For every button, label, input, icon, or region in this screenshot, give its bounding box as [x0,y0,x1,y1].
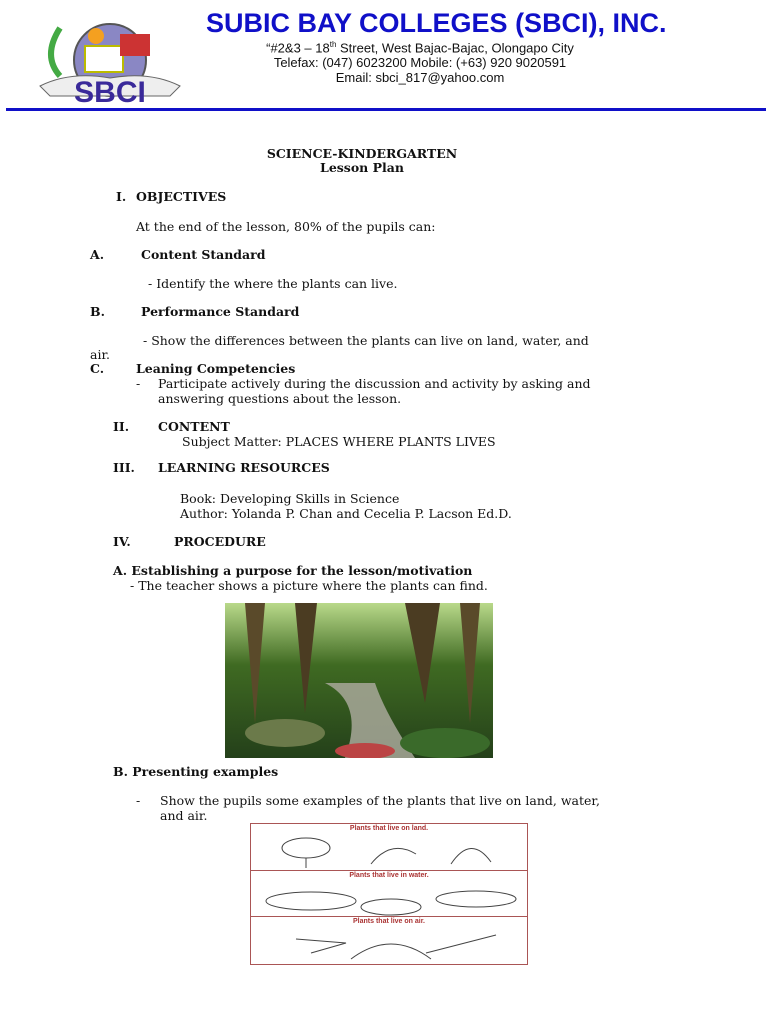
resource-author: Author: Yolanda P. Chan and Cecelia P. Lacson Ed.D. [180,506,512,521]
competencies-heading: Leaning Competencies [136,361,296,376]
motivation-heading: A. Establishing a purpose for the lesson/motivation [113,563,473,578]
school-address: “#2&3 – 18th Street, West Bajac-Bajac, Olongapo City [266,40,574,56]
school-email: Email: sbci_817@yahoo.com [335,70,505,85]
examples-heading: B. Presenting examples [113,764,279,779]
content-standard-num: A. [90,247,105,262]
section-i-num: I. [116,189,127,204]
competencies-dash: - [136,376,141,391]
examples-text-cont: and air. [160,808,208,823]
water-plants-row: Plants that live in water. [251,871,527,918]
land-plants-row: Plants that live on land. [251,824,527,871]
objectives-intro: At the end of the lesson, 80% of the pupils can: [136,219,436,234]
section-iii-num: III. [113,460,135,475]
performance-standard-text-cont: air. [90,347,111,362]
doc-subtitle: Lesson Plan [320,160,404,175]
header-divider [6,108,766,111]
section-iv-num: IV. [113,534,131,549]
air-plants-row: Plants that live on air. [251,917,527,964]
competencies-text-cont: answering questions about the lesson. [158,391,402,406]
sbci-logo [30,16,190,108]
motivation-text: - The teacher shows a picture where the plants can find. [130,578,488,593]
competencies-text: Participate actively during the discussion and activity by asking and [158,376,591,391]
water-plants-drawing [251,883,527,917]
examples-text: Show the pupils some examples of the plants that live on land, water, [160,793,600,808]
performance-standard-heading: Performance Standard [141,304,300,319]
content-standard-heading: Content Standard [141,247,266,262]
doc-title: SCIENCE-KINDERGARTEN [266,146,458,161]
forest-stream-photo [225,603,493,758]
section-i-heading: OBJECTIVES [136,189,227,204]
section-iii-heading: LEARNING RESOURCES [158,460,330,475]
section-ii-num: II. [113,419,130,434]
svg-text:SBCI: SBCI [74,76,146,108]
competencies-num: C. [90,361,105,376]
examples-dash: - [136,793,141,808]
section-iv-heading: PROCEDURE [174,534,266,549]
air-plants-drawing [251,929,527,963]
resource-book: Book: Developing Skills in Science [180,491,400,506]
content-standard-text: - Identify the where the plants can live. [148,276,398,291]
school-name: SUBIC BAY COLLEGES (SBCI), INC. [206,8,667,38]
performance-standard-text: - Show the differences between the plants can live on land, water, and [143,333,589,348]
performance-standard-num: B. [90,304,105,319]
subject-matter: Subject Matter: PLACES WHERE PLANTS LIVES [182,434,496,449]
plant-examples-figure [250,823,528,965]
school-phone: Telefax: (047) 6023200 Mobile: (+63) 920 9020591 [273,55,567,70]
section-ii-heading: CONTENT [158,419,230,434]
land-plants-drawing [251,834,527,870]
